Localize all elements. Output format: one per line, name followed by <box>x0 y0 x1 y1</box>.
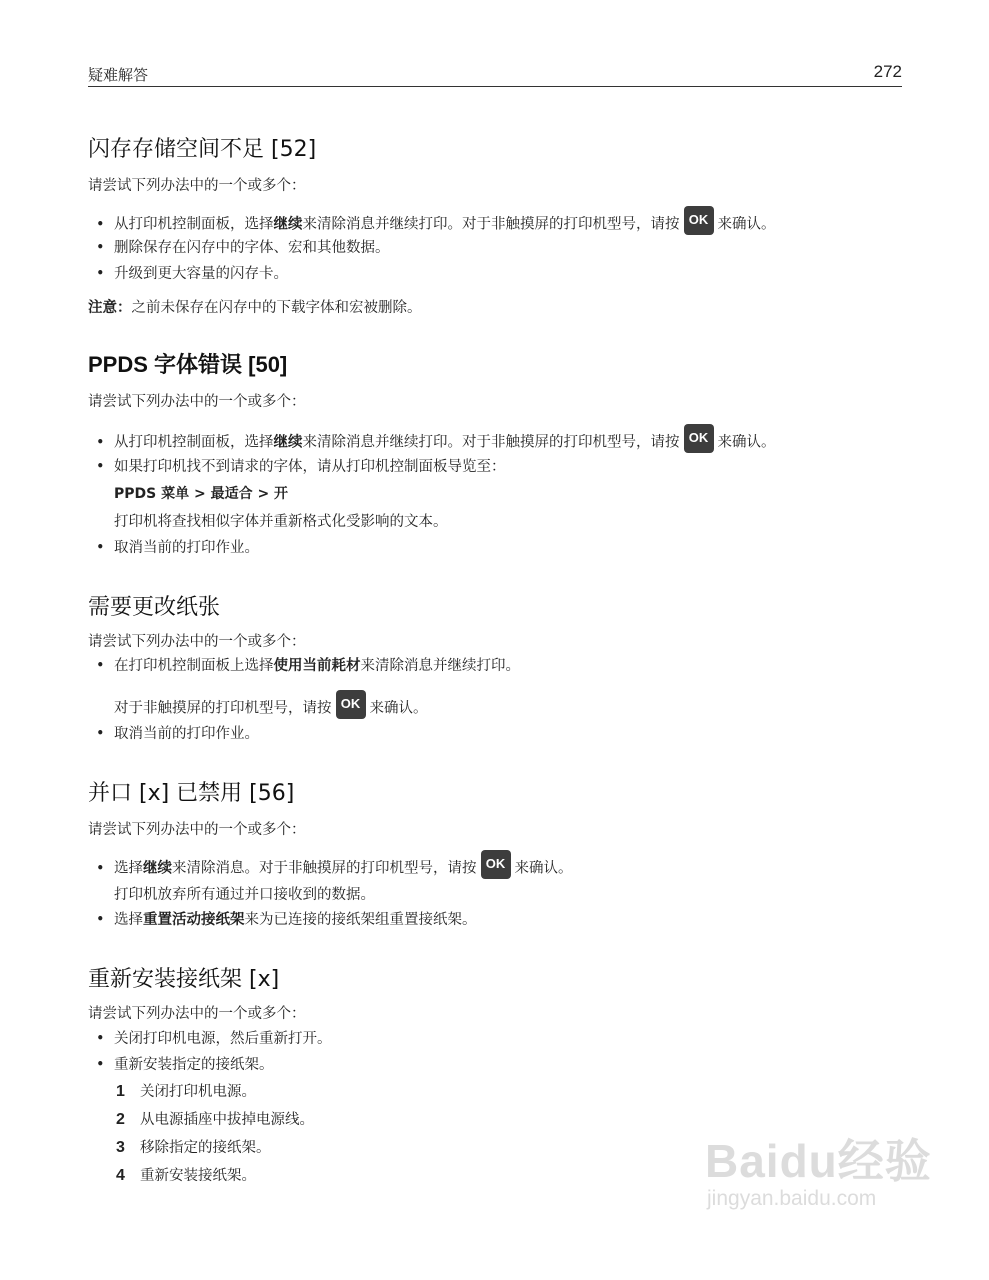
intro-text: 请尝试下列办法中的一个或多个： <box>88 822 306 838</box>
step-item: 2 从电源插座中拔掉电源线。 <box>116 1111 314 1128</box>
watermark-brand: Baidu经验 <box>705 1135 932 1187</box>
ok-button-icon: OK <box>684 424 714 453</box>
ok-button-icon: OK <box>336 690 366 719</box>
menu-path: PPDS 菜单 > 最适合 > 开 <box>114 486 289 502</box>
list-item: • 取消当前的打印作业。 <box>96 540 259 556</box>
list-item: • 取消当前的打印作业。 <box>96 726 259 742</box>
list-item: • 删除保存在闪存中的字体、宏和其他数据。 <box>96 240 390 256</box>
step-item: 4 重新安装接纸架。 <box>116 1167 256 1184</box>
section-title: 疑难解答 <box>88 66 149 84</box>
list-item: • 在打印机控制面板上选择使用当前耗材来清除消息并继续打印。 <box>96 658 520 674</box>
list-item: • 重新安装指定的接纸架。 <box>96 1057 274 1073</box>
heading-change-paper: 需要更改纸张 <box>88 595 221 620</box>
sub-text: 对于非触摸屏的打印机型号，请按 OK 来确认。 <box>114 694 428 723</box>
intro-text: 请尝试下列办法中的一个或多个： <box>88 634 306 650</box>
intro-text: 请尝试下列办法中的一个或多个： <box>88 178 306 194</box>
list-item: • 选择重置活动接纸架来为已连接的接纸架组重置接纸架。 <box>96 912 477 928</box>
path-description: 打印机将查找相似字体并重新格式化受影响的文本。 <box>114 514 448 530</box>
heading-parallel-disabled: 并口 [x] 已禁用 [56] <box>88 781 295 806</box>
list-item: • 升级到更大容量的闪存卡。 <box>96 266 288 282</box>
watermark <box>705 1125 935 1235</box>
list-item: • 如果打印机找不到请求的字体，请从打印机控制面板导览至： <box>96 459 506 475</box>
heading-reinstall-bin: 重新安装接纸架 [x] <box>88 967 280 992</box>
watermark-url: jingyan.baidu.com <box>707 1187 877 1210</box>
item-description: 打印机放弃所有通过并口接收到的数据。 <box>114 887 375 903</box>
page-header <box>88 62 902 87</box>
heading-ppds-error: PPDS 字体错误 [50] <box>88 352 288 377</box>
list-item: • 关闭打印机电源，然后重新打开。 <box>96 1031 332 1047</box>
step-item: 1 关闭打印机电源。 <box>116 1083 256 1100</box>
list-item: • 从打印机控制面板，选择继续来清除消息并继续打印。对于非触摸屏的打印机型号，请按 OK 来确认。 <box>96 428 776 457</box>
note: 注意：之前未保存在闪存中的下载字体和宏被删除。 <box>88 300 422 316</box>
list-item: • 从打印机控制面板，选择继续来清除消息并继续打印。对于非触摸屏的打印机型号，请按 OK 来确认。 <box>96 210 776 239</box>
page-number: 272 <box>873 62 902 81</box>
step-item: 3 移除指定的接纸架。 <box>116 1139 271 1156</box>
intro-text: 请尝试下列办法中的一个或多个： <box>88 1006 306 1022</box>
intro-text: 请尝试下列办法中的一个或多个： <box>88 394 306 410</box>
ok-button-icon: OK <box>481 850 511 879</box>
heading-flash-full: 闪存存储空间不足 [52] <box>88 137 317 162</box>
list-item: • 选择继续来清除消息。对于非触摸屏的打印机型号，请按 OK 来确认。 <box>96 854 573 883</box>
ok-button-icon: OK <box>684 206 714 235</box>
